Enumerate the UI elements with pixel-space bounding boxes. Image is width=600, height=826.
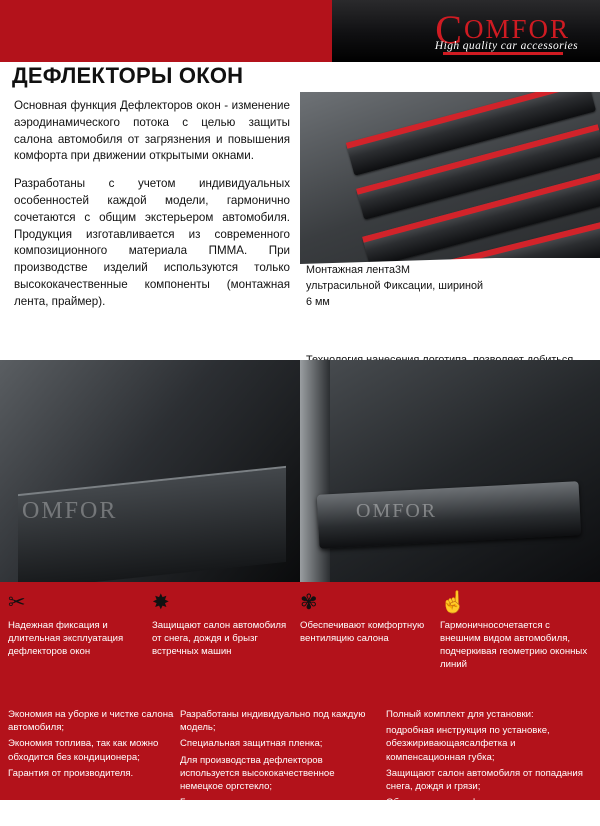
car-photos-band <box>0 360 600 582</box>
intro-text <box>14 98 290 322</box>
feature-item <box>8 590 152 659</box>
benefit-line: Для производства дефлекторов используется высококачественное немецкое оргстекло; <box>180 754 335 793</box>
brand-logo-text: OMFOR <box>463 14 570 44</box>
benefit-line: Гарантия от производителя. <box>8 767 134 779</box>
fan-icon: ✾ <box>300 591 318 614</box>
photo-watermark: OMFOR <box>22 498 118 524</box>
photo-watermark: OMFOR <box>356 500 438 522</box>
header-band <box>0 0 600 62</box>
benefits-column-2 <box>180 708 380 826</box>
tape-caption: Монтажная лента3М ультрасильной Фиксации, шириной 6 мм <box>306 264 484 309</box>
splash-icon: ✸ <box>152 591 170 614</box>
feature-item <box>300 590 444 646</box>
car-photo-left <box>0 360 300 582</box>
feature-text: Обеспечивают комфортную вентиляцию салона <box>300 620 425 644</box>
benefits-column-3 <box>386 708 594 826</box>
brand-logo-initial: C <box>435 7 464 52</box>
benefit-line: подробная инструкция по установке, обезжиривающаясалфетка и компенсационная губка; <box>386 725 550 763</box>
feature-item <box>152 590 296 659</box>
thumbs-up-icon: ☝ <box>440 591 467 614</box>
intro-paragraph-2: Разработаны с учетом индивидуальных особенностей каждой модели, гармонично сочетаются с общим экстерьером автомобиля. Продукция изготавливается из современного композиционного материала ПММА. При производстве изделий используются только высококачественные компоненты (монтажная лента, праймер). <box>14 177 290 308</box>
car-photo-right <box>300 360 600 582</box>
title-strip <box>0 62 600 92</box>
benefit-line: Экономия топлива, так как можно обходится без кондиционера; <box>8 738 159 763</box>
brand-tagline: High quality car accessories <box>434 40 578 52</box>
benefit-line: Защищают салон автомобиля от попадания снега, дождя и грязи; <box>386 767 583 793</box>
feature-text: Гармоничносочетается с внешним видом автомобиля, подчеркивая геометрию оконных линий <box>440 620 588 670</box>
feature-text: Надежная фиксация и длительная эксплуатация дефлекторов окон <box>8 620 124 657</box>
benefit-line: Специальная защитная пленка; <box>180 738 323 750</box>
car-pillar <box>300 360 330 582</box>
wrench-screwdriver-icon: ✂ <box>8 591 26 614</box>
benefit-line: Обеспечивают комфортную вентиляциюсалона. <box>386 797 511 822</box>
intro-paragraph-1: Основная функция Дефлекторов окон - изменение аэродинамического потока с целью защиты салона автомобиля от загрязнения и повышения комфорта при движении открытыми окнами. <box>14 99 290 163</box>
feature-text: Защищают салон автомобиля от снега, дождя и брызг встречных машин <box>152 620 287 657</box>
benefits-column-1 <box>8 708 176 783</box>
brand-logo-underline <box>443 52 563 55</box>
feature-item <box>440 590 592 672</box>
benefit-line: Полный комплект для установки: <box>386 709 534 720</box>
page-title: ДЕФЛЕКТОРЫ ОКОН <box>12 63 244 88</box>
benefit-line: Экономия на уборке и чистке салона автомобиля; <box>8 709 174 734</box>
features-strip <box>0 582 600 704</box>
benefits-strip <box>0 704 600 822</box>
benefit-line: Разработаны индивидуально под каждую модель; <box>180 709 366 734</box>
benefit-line: Гармонично сочетаются с внешним видом автомобиля. <box>180 797 369 822</box>
